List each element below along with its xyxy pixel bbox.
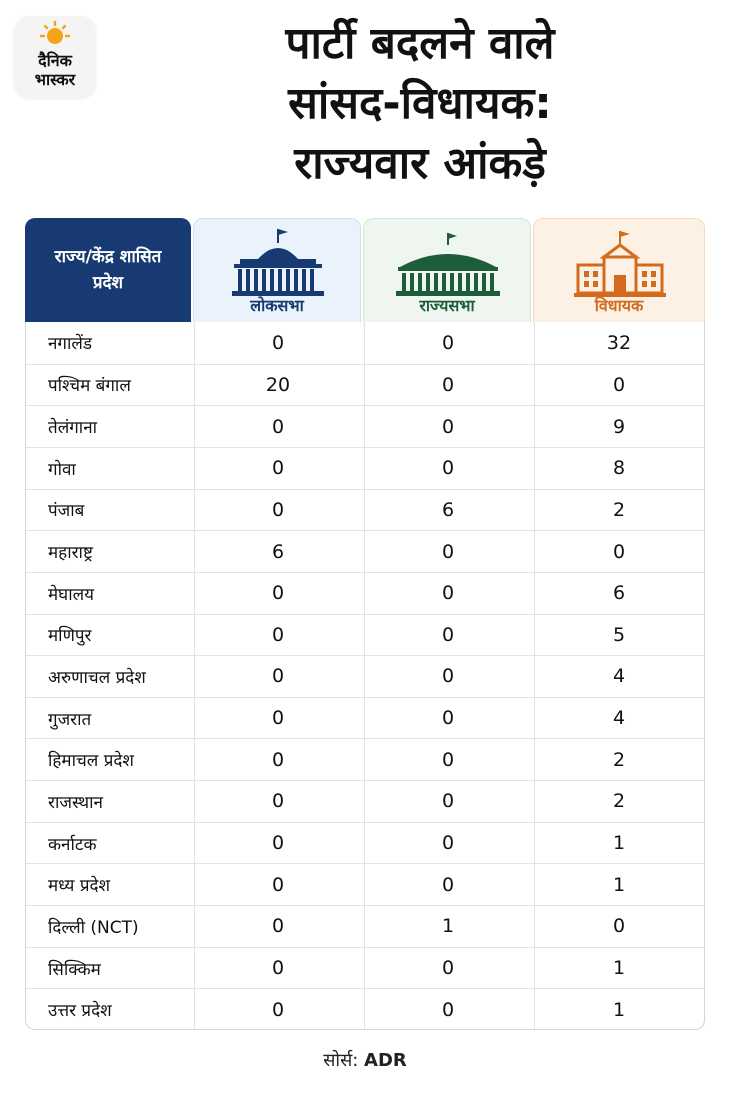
rajya-sabha-building-icon [364, 219, 532, 299]
title-line-3: राज्यवार आंकड़े [294, 138, 546, 189]
state-name-cell: गोवा [48, 459, 76, 480]
vidhayak-count-cell: 2 [612, 790, 626, 813]
loksabha-count-cell: 0 [271, 331, 285, 354]
rajyasabha-count-cell: 0 [441, 415, 455, 438]
rajyasabha-count-cell: 6 [441, 498, 455, 521]
vidhayak-count-cell: 8 [612, 457, 626, 480]
loksabha-count-cell: 0 [271, 582, 285, 605]
state-name-cell: सिक्किम [48, 959, 101, 980]
state-name-cell: पश्चिम बंगाल [48, 376, 131, 397]
rajyasabha-count-cell: 0 [441, 582, 455, 605]
rajyasabha-count-cell: 0 [441, 623, 455, 646]
table-row [26, 530, 704, 572]
table-row [26, 988, 704, 1030]
table-row [26, 614, 704, 656]
loksabha-count-cell: 0 [271, 498, 285, 521]
loksabha-count-cell: 0 [271, 998, 285, 1021]
vidhayak-count-cell: 4 [612, 707, 626, 730]
state-name-cell: कर्नाटक [48, 834, 97, 855]
state-name-cell: तेलंगाना [48, 418, 98, 439]
rajyasabha-count-cell: 0 [441, 957, 455, 980]
source-value: ADR [364, 1050, 407, 1071]
table-row [26, 947, 704, 989]
rajyasabha-count-cell: 0 [441, 790, 455, 813]
vidhayak-count-cell: 1 [612, 957, 626, 980]
header-state [25, 218, 191, 322]
loksabha-count-cell: 0 [271, 957, 285, 980]
rajyasabha-count-cell: 0 [441, 748, 455, 771]
state-name-cell: मेघालय [48, 584, 95, 605]
state-name-cell: नगालेंड [48, 334, 93, 355]
page-title [120, 14, 720, 194]
header-loksabha [193, 218, 361, 322]
state-name-cell: अरुणाचल प्रदेश [48, 667, 146, 688]
state-name-cell: मणिपुर [48, 626, 92, 647]
table-row [26, 322, 704, 364]
rajyasabha-count-cell: 0 [441, 832, 455, 855]
rajyasabha-count-cell: 0 [441, 873, 455, 896]
logo-text-line1: दैनिक [38, 51, 72, 70]
loksabha-count-cell: 0 [271, 623, 285, 646]
title-line-1: पार्टी बदलने वाले [285, 18, 555, 69]
state-name-cell: पंजाब [48, 501, 85, 522]
rajyasabha-count-cell: 0 [441, 457, 455, 480]
vidhayak-count-cell: 5 [612, 623, 626, 646]
source-credit [0, 1048, 730, 1072]
data-table [25, 218, 705, 1030]
title-line-2: सांसद-विधायक: [288, 78, 552, 129]
loksabha-count-cell: 20 [265, 373, 291, 396]
loksabha-count-cell: 0 [271, 790, 285, 813]
rajyasabha-count-cell: 0 [441, 540, 455, 563]
loksabha-count-cell: 0 [271, 665, 285, 688]
table-row [26, 905, 704, 947]
table-row [26, 364, 704, 406]
table-body [25, 322, 705, 1030]
table-row [26, 405, 704, 447]
header-rajyasabha-label: राज्यसभा [419, 296, 475, 315]
rajyasabha-count-cell: 0 [441, 707, 455, 730]
rajyasabha-count-cell: 0 [441, 373, 455, 396]
vidhayak-count-cell: 2 [612, 498, 626, 521]
table-row [26, 489, 704, 531]
dainik-bhaskar-logo [14, 16, 96, 98]
rajyasabha-count-cell: 0 [441, 665, 455, 688]
vidhayak-count-cell: 1 [612, 873, 626, 896]
loksabha-count-cell: 0 [271, 707, 285, 730]
table-row [26, 655, 704, 697]
header-loksabha-label: लोकसभा [250, 296, 304, 315]
state-name-cell: महाराष्ट्र [48, 543, 93, 564]
vidhayak-count-cell: 1 [612, 998, 626, 1021]
assembly-building-icon [534, 219, 706, 299]
table-row [26, 572, 704, 614]
state-name-cell: राजस्थान [48, 792, 103, 813]
header-vidhayak [533, 218, 705, 322]
state-name-cell: हिमाचल प्रदेश [48, 751, 134, 772]
parliament-dome-icon [194, 219, 362, 299]
rajyasabha-count-cell: 0 [441, 331, 455, 354]
rajyasabha-count-cell: 0 [441, 998, 455, 1021]
logo-text-line2: भास्कर [34, 70, 76, 89]
loksabha-count-cell: 0 [271, 873, 285, 896]
vidhayak-count-cell: 0 [612, 373, 626, 396]
table-row [26, 447, 704, 489]
table-row [26, 863, 704, 905]
header-state-label: राज्य/केंद्र शासित प्रदेश [54, 247, 162, 293]
vidhayak-count-cell: 6 [612, 582, 626, 605]
loksabha-count-cell: 0 [271, 832, 285, 855]
loksabha-count-cell: 6 [271, 540, 285, 563]
state-name-cell: गुजरात [48, 709, 92, 730]
state-name-cell: उत्तर प्रदेश [48, 1001, 112, 1022]
loksabha-count-cell: 0 [271, 415, 285, 438]
vidhayak-count-cell: 0 [612, 540, 626, 563]
state-name-cell: मध्य प्रदेश [48, 876, 111, 897]
vidhayak-count-cell: 1 [612, 832, 626, 855]
table-row [26, 780, 704, 822]
table-row [26, 697, 704, 739]
header-vidhayak-label: विधायक [594, 296, 644, 315]
table-row [26, 822, 704, 864]
state-name-cell: दिल्ली (NCT) [48, 917, 139, 938]
source-label: सोर्स: [323, 1050, 359, 1071]
rajyasabha-count-cell: 1 [441, 915, 455, 938]
vidhayak-count-cell: 4 [612, 665, 626, 688]
vidhayak-count-cell: 2 [612, 748, 626, 771]
vidhayak-count-cell: 0 [612, 915, 626, 938]
table-row [26, 738, 704, 780]
loksabha-count-cell: 0 [271, 915, 285, 938]
vidhayak-count-cell: 32 [606, 331, 632, 354]
vidhayak-count-cell: 9 [612, 415, 626, 438]
loksabha-count-cell: 0 [271, 748, 285, 771]
loksabha-count-cell: 0 [271, 457, 285, 480]
header-rajyasabha [363, 218, 531, 322]
